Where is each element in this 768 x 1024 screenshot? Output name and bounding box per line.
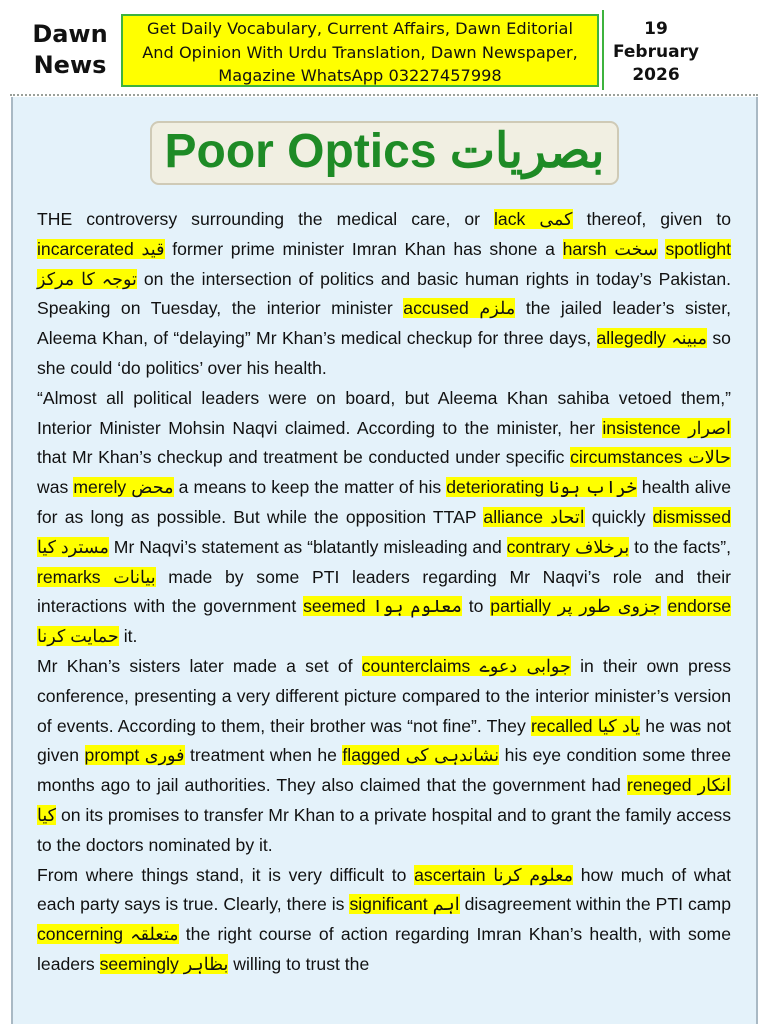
paragraph-text: on its promises to transfer Mr Khan to a private hospital and to grant the family access to the doctors nominated by it. <box>37 804 731 855</box>
paragraph-text: a means to keep the matter of his <box>173 477 447 498</box>
paragraph-text: willing to trust the <box>228 953 370 974</box>
article-paragraph <box>37 205 731 384</box>
vocab-highlight: seemingly بظاہر <box>99 953 229 974</box>
paragraph-text: health alive for as long as possible. But while the opposition TTAP <box>37 477 731 527</box>
promo-line-1: Get Daily Vocabulary, Current Affairs, Dawn Editorial <box>147 19 573 38</box>
paragraph-text: his eye condition some three months ago to jail authorities. They also claimed that the government had <box>37 745 731 796</box>
vocab-highlight: deteriorating خراب ہونا <box>446 477 637 498</box>
vocab-highlight: seemed معلوم ہوا <box>303 596 462 617</box>
vocab-highlight: insistence اصرار <box>602 417 731 438</box>
header-rule <box>10 94 758 96</box>
article-title-box <box>150 121 619 185</box>
vocab-highlight: remarks بیانات <box>37 566 156 587</box>
paragraph-text: so she could ‘do politics’ over his health. <box>37 328 731 378</box>
vocab-highlight: partially جزوی طور پر <box>490 596 661 617</box>
brand-line-2: News <box>33 51 107 79</box>
paragraph-text: From where things stand, it is very difficult to <box>37 864 415 885</box>
vocab-highlight: dismissed مسترد کیا <box>37 506 731 557</box>
vocab-highlight: allegedly مبینہ <box>596 328 708 349</box>
date-month: February <box>612 42 700 62</box>
vocab-highlight: harsh سخت <box>562 238 658 259</box>
vocab-highlight: concerning متعلقہ <box>37 924 179 945</box>
paragraph-text: to <box>461 596 491 617</box>
paragraph-text: thereof, given to <box>572 209 731 229</box>
article-paragraph <box>37 384 731 652</box>
paragraph-text: quickly <box>584 506 653 527</box>
promo-line-3: Magazine WhatsApp 03227457998 <box>218 66 502 85</box>
vocab-highlight: lack کمی <box>494 209 573 229</box>
vocab-highlight: incarcerated قید <box>37 238 165 259</box>
vocab-highlight: endorse حمایت کرنا <box>37 596 732 647</box>
page-header <box>0 0 768 96</box>
issue-date <box>604 18 708 87</box>
article-paragraph <box>37 652 731 861</box>
vocab-highlight: flagged نشاندہی کی <box>342 745 500 766</box>
vocab-highlight: spotlight توجہ کا مرکز <box>37 238 731 289</box>
paragraph-text: THE controversy surrounding the medical care, or <box>37 209 495 229</box>
vocab-highlight: reneged انکار کیا <box>37 775 731 825</box>
paragraph-text: was <box>37 477 74 498</box>
brand-logo <box>22 19 118 81</box>
paragraph-text: former prime minister Imran Khan has shone a <box>164 238 563 259</box>
vocab-highlight: prompt فوری <box>84 745 185 766</box>
paragraph-text: on the intersection of politics and basic human rights in today’s Pakistan. Speaking on Tuesday, the interior minister <box>37 268 731 319</box>
vocab-highlight: accused ملزم <box>403 298 516 319</box>
paragraph-text: the jailed leader’s sister, Aleema Khan, of “delaying” Mr Khan’s medical checkup for three days, <box>37 298 731 349</box>
paragraph-text: Mr Naqvi’s statement as “blatantly misleading and <box>108 536 507 557</box>
paragraph-text: it. <box>118 626 138 647</box>
article-title: Poor Optics بصریات <box>164 125 605 178</box>
vocab-highlight: merely محض <box>73 477 174 498</box>
paragraph-text: made by some PTI leaders regarding Mr Naqvi’s role and their interactions with the government <box>37 566 731 617</box>
paragraph-text: to the facts”, <box>629 536 732 557</box>
vocab-highlight: ascertain معلوم کرنا <box>414 864 574 885</box>
article-body <box>37 205 731 980</box>
article-paragraph <box>37 861 731 980</box>
vocab-highlight: contrary برخلاف <box>506 536 630 557</box>
brand-line-1: Dawn <box>32 20 108 48</box>
paragraph-text: in their own press conference, presenting a very different picture compared to the interior minister’s version of events. According to them, their brother was “not fine”. They <box>37 655 731 736</box>
vocab-highlight: circumstances حالات <box>570 447 731 468</box>
paragraph-text: he was not given <box>37 715 732 766</box>
promo-line-2: And Opinion With Urdu Translation, Dawn Newspaper, <box>142 42 578 62</box>
vocab-highlight: counterclaims جوابی دعوے <box>361 655 571 676</box>
date-year: 2026 <box>632 65 680 85</box>
paragraph-text: the right course of action regarding Imran Khan’s health, with some leaders <box>37 924 731 974</box>
paragraph-text: disagreement within the PTI camp <box>459 894 732 915</box>
paragraph-text: Mr Khan’s sisters later made a set of <box>37 655 362 676</box>
date-day: 19 <box>644 19 668 39</box>
paragraph-text: that Mr Khan’s checkup and treatment be conducted under specific <box>37 447 571 468</box>
paragraph-text: “Almost all political leaders were on board, but Aleema Khan sahiba vetoed them,” Interior Minister Mohsin Naqvi claimed. According to the minister, her <box>37 387 731 438</box>
paragraph-text: how much of what each party says is true. Clearly, there is <box>37 864 732 915</box>
vocab-highlight: significant اہم <box>349 894 460 915</box>
promo-banner <box>121 14 599 87</box>
vocab-highlight: alliance اتحاد <box>483 506 585 527</box>
paragraph-text: treatment when he <box>184 745 343 766</box>
vocab-highlight: recalled یاد کیا <box>530 715 641 736</box>
